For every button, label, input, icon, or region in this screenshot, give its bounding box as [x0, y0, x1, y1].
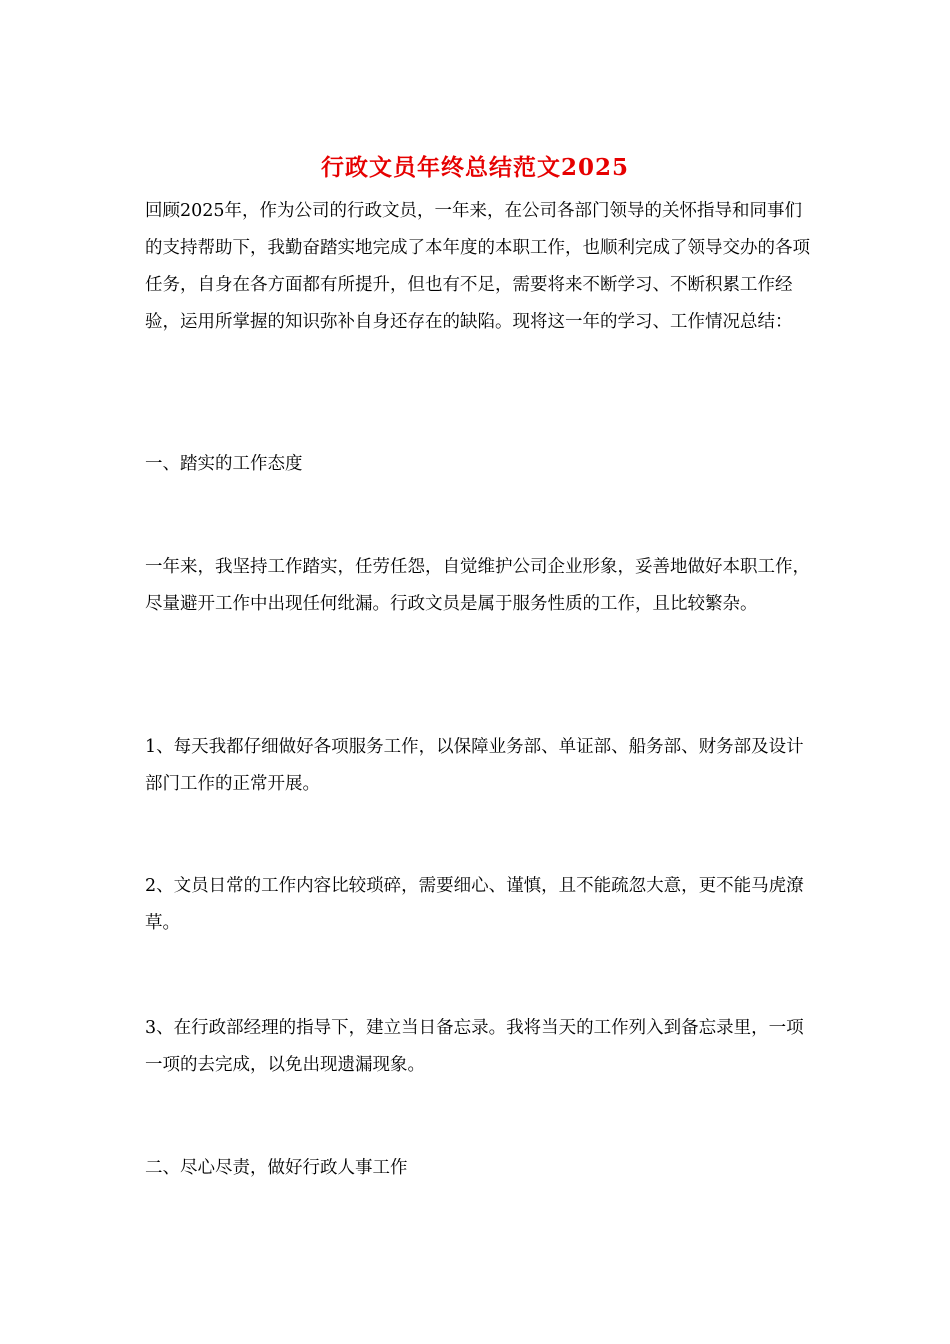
list-item-2: 2、文员日常的工作内容比较琐碎，需要细心、谨慎，且不能疏忽大意，更不能马虎潦草。 [145, 876, 804, 933]
section-heading-2: 二、尽心尽责，做好行政人事工作 [145, 1158, 408, 1178]
list-item-1: 1、每天我都仔细做好各项服务工作，以保障业务部、单证部、船务部、财务部及设计部门工作的正常开展。 [145, 737, 804, 794]
intro-paragraph: 回顾2025年，作为公司的行政文员，一年来，在公司各部门领导的关怀指导和同事们的支持帮助下，我勤奋踏实地完成了本年度的本职工作，也顺利完成了领导交办的各项任务，自身在各方面都有所提升，但也有不足，需要将来不断学习、不断积累工作经验，运用所掌握的知识弥补自身还存在的缺陷。现将这一年的学习、工作情况总结： [145, 201, 810, 332]
document-title: 行政文员年终总结范文2025 [320, 154, 629, 181]
list-item-3: 3、在行政部经理的指导下，建立当日备忘录。我将当天的工作列入到备忘录里，一项一项的去完成，以免出现遗漏现象。 [145, 1018, 804, 1075]
section-1-paragraph: 一年来，我坚持工作踏实，任劳任怨，自觉维护公司企业形象，妥善地做好本职工作，尽量避开工作中出现任何纰漏。行政文员是属于服务性质的工作，且比较繁杂。 [145, 557, 810, 614]
section-heading-1: 一、踏实的工作态度 [145, 454, 303, 474]
